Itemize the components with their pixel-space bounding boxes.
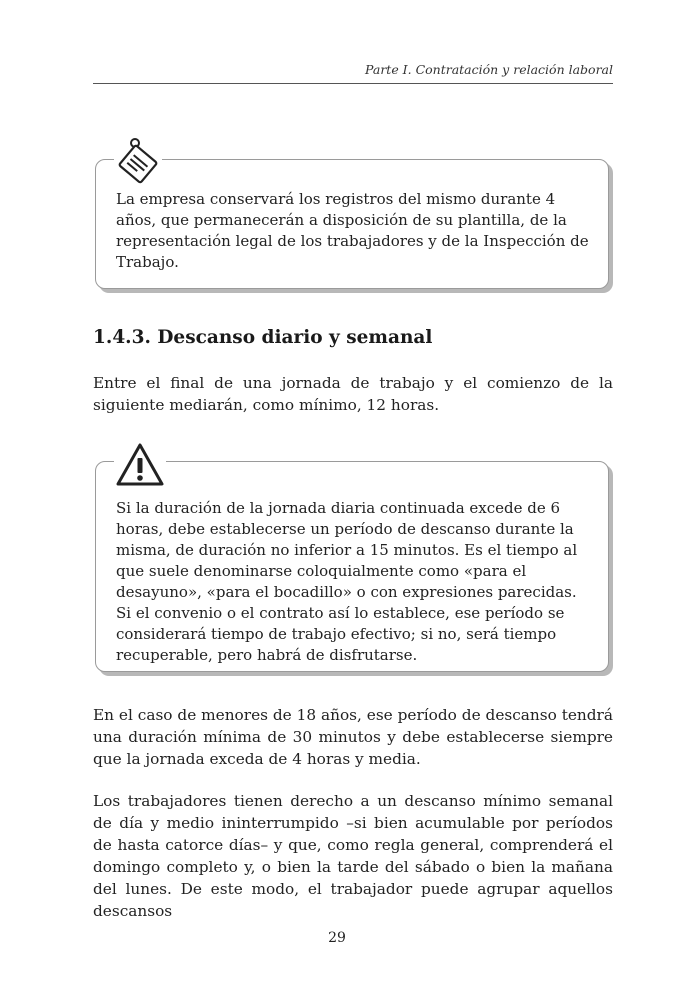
header-rule (93, 83, 613, 84)
section-heading: 1.4.3. Descanso diario y semanal (93, 327, 433, 348)
running-header: Parte I. Contratación y relación laboral (365, 62, 613, 77)
warning-triangle-icon (114, 441, 166, 489)
note-tag-icon (114, 136, 162, 184)
body-paragraph: En el caso de menores de 18 años, ese período de descanso tendrá una duración mínima de 30 minutos y debe establecerse siempre que la jornada exceda de 4 horas y media. (93, 706, 613, 768)
callout-box-records (95, 159, 609, 289)
callout-text: Si la duración de la jornada diaria continuada excede de 6 horas, debe establecerse un período de descanso durante la misma, de duración no inferior a 15 minutos. Es el tiempo al que suele denominarse coloquialmente como «para el desayuno», «para el bocadillo» o con expresiones parecidas. Si el convenio o el contrato así lo establece, ese período se considerará tiempo de trabajo efectivo; si no, será tiempo recuperable, pero habrá de disfrutarse. (116, 499, 578, 664)
page-number: 29 (328, 930, 346, 946)
callout-text: La empresa conservará los registros del mismo durante 4 años, que permanecerán a disposición de su plantilla, de la representación legal de los trabajadores y de la Inspección de Trabajo. (116, 190, 589, 271)
callout-box-warning (95, 461, 609, 672)
body-paragraph: Los trabajadores tienen derecho a un descanso mínimo semanal de día y medio ininterrumpido –si bien acumulable por períodos de hasta catorce días– y que, como regla general, comprenderá el domingo completo y, o bien la tarde del sábado o bien la mañana del lunes. De este modo, el trabajador puede agrupar aquellos descansos (93, 792, 613, 920)
body-paragraph: Entre el final de una jornada de trabajo y el comienzo de la siguiente mediarán, como mínimo, 12 horas. (93, 374, 613, 414)
